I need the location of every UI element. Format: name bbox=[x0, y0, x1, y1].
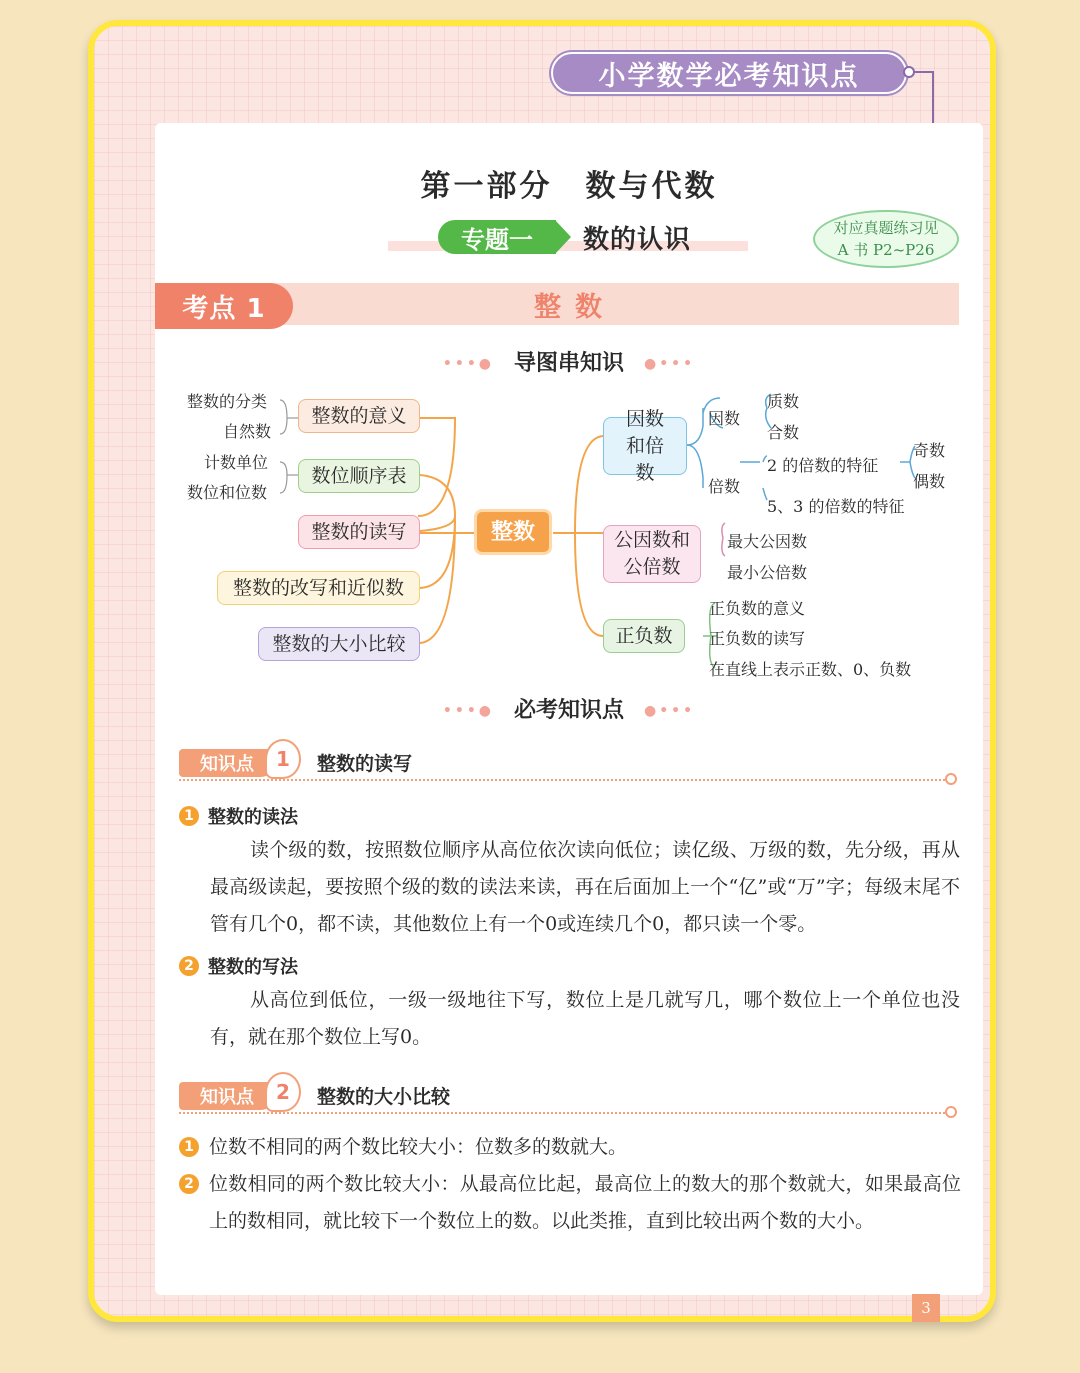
mindmap-heading bbox=[155, 346, 983, 377]
decor-dots-icon: •••● bbox=[442, 356, 494, 372]
kp2-header bbox=[179, 1082, 959, 1122]
banner-connector-line bbox=[914, 71, 934, 123]
mindmap-heading-text: 导图串知识 bbox=[513, 351, 624, 376]
node-integer-meaning: 整数的意义 bbox=[298, 399, 420, 433]
kp2-item-2-text: 位数相同的两个数比较大小：从最高位比起，最高位上的数大的那个数就大，如果最高位上的数相同，就比较下一个数位上的数。以此类推，直到比较出两个数的大小。 bbox=[209, 1173, 961, 1232]
kp1-dotline bbox=[179, 779, 949, 781]
leaf-counting-unit: 计数单位 bbox=[204, 453, 269, 472]
kp2-title: 整数的大小比较 bbox=[317, 1086, 451, 1108]
kp2-label: 知识点 bbox=[179, 1082, 275, 1110]
node-compare: 整数的大小比较 bbox=[258, 627, 420, 661]
kp1-label: 知识点 bbox=[179, 749, 275, 777]
leaf-prime: 质数 bbox=[767, 392, 800, 411]
kp1-end-dot bbox=[945, 773, 957, 785]
kp2-item-1-text: 位数不相同的两个数比较大小：位数多的数就大。 bbox=[209, 1136, 628, 1158]
leaf-multiple-5-3: 5、3 的倍数的特征 bbox=[767, 497, 905, 516]
kp1-sub1-heading bbox=[179, 803, 298, 829]
decor-dots-icon: ●••• bbox=[644, 703, 696, 719]
number-circle-icon: 1 bbox=[179, 806, 199, 826]
part-title: 第一部分 数与代数 bbox=[420, 169, 718, 204]
leaf-numberline: 在直线上表示正数、0、负数 bbox=[709, 660, 912, 679]
kp2-item-1 bbox=[179, 1129, 961, 1166]
branch-factor: 因数 bbox=[708, 409, 741, 428]
leaf-multiple-2: 2 的倍数的特征 bbox=[767, 456, 879, 475]
kp1-sub2-title: 整数的写法 bbox=[208, 957, 298, 978]
node-center: 整数 bbox=[474, 509, 552, 555]
kp1-sub1-title: 整数的读法 bbox=[208, 807, 298, 828]
node-rewrite-approx: 整数的改写和近似数 bbox=[217, 571, 420, 605]
branch-multiple: 倍数 bbox=[708, 477, 741, 496]
banner-title: 小学数学必考知识点 bbox=[551, 52, 907, 94]
kp2-number: 2 bbox=[265, 1072, 301, 1112]
number-circle-icon: 2 bbox=[179, 956, 199, 976]
kaodian-title: 整数 bbox=[534, 292, 616, 323]
leaf-digits: 数位和位数 bbox=[187, 483, 268, 502]
kp1-number: 1 bbox=[265, 739, 301, 779]
topic-arrow-icon bbox=[555, 220, 571, 254]
kp1-sub1-text: 读个级的数，按照数位顺序从高位依次读向低位；读亿级、万级的数，先分级，再从最高级读起，要按照个级的数的读法来读，再在后面加上一个“亿”或“万”字；每级末尾不管有几个0，都不读，其他数位上有一个0或连续几个0，都只读一个零。 bbox=[210, 839, 960, 935]
node-common: 公因数和公倍数 bbox=[603, 525, 701, 583]
leaf-even: 偶数 bbox=[913, 472, 946, 491]
must-heading-text: 必考知识点 bbox=[513, 698, 624, 723]
kp1-title: 整数的读写 bbox=[317, 753, 413, 775]
node-place-value-table: 数位顺序表 bbox=[298, 459, 420, 493]
leaf-composite: 合数 bbox=[767, 423, 800, 442]
topic-label: 专题一 bbox=[438, 220, 556, 254]
page-number: 3 bbox=[912, 1294, 940, 1322]
decor-dots-icon: •••● bbox=[442, 703, 494, 719]
leaf-natural-numbers: 自然数 bbox=[223, 422, 272, 441]
kp1-header bbox=[179, 749, 959, 789]
reference-bubble bbox=[813, 210, 959, 268]
leaf-gcd: 最大公因数 bbox=[727, 532, 808, 551]
node-factors-multiples: 因数和倍数 bbox=[603, 417, 687, 475]
content-paper bbox=[155, 123, 983, 1295]
leaf-odd: 奇数 bbox=[913, 441, 946, 460]
node-positive-negative: 正负数 bbox=[603, 619, 685, 653]
leaf-lcm: 最小公倍数 bbox=[727, 563, 808, 582]
leaf-posneg-readwrite: 正负数的读写 bbox=[709, 629, 806, 648]
number-circle-icon: 1 bbox=[179, 1137, 199, 1157]
kaodian-tab: 考点 1 bbox=[155, 283, 293, 329]
kp2-dotline bbox=[179, 1112, 949, 1114]
reference-line2: A 书 P2~P26 bbox=[837, 241, 935, 259]
number-circle-icon: 2 bbox=[179, 1174, 199, 1194]
kp2-end-dot bbox=[945, 1106, 957, 1118]
leaf-classification: 整数的分类 bbox=[187, 392, 268, 411]
must-heading bbox=[155, 693, 983, 724]
reference-line1: 对应真题练习见 bbox=[833, 219, 939, 237]
kp1-sub2-text: 从高位到低位，一级一级地往下写，数位上是几就写几，哪个数位上一个单位也没有，就在那个数位上写0。 bbox=[210, 989, 960, 1048]
leaf-posneg-meaning: 正负数的意义 bbox=[709, 599, 806, 618]
decor-dots-icon: ●••• bbox=[644, 356, 696, 372]
kp1-sub2-heading bbox=[179, 953, 298, 979]
topic-name: 数的认识 bbox=[583, 225, 692, 255]
node-reading-writing: 整数的读写 bbox=[298, 515, 420, 549]
kp2-item-2 bbox=[179, 1166, 961, 1240]
